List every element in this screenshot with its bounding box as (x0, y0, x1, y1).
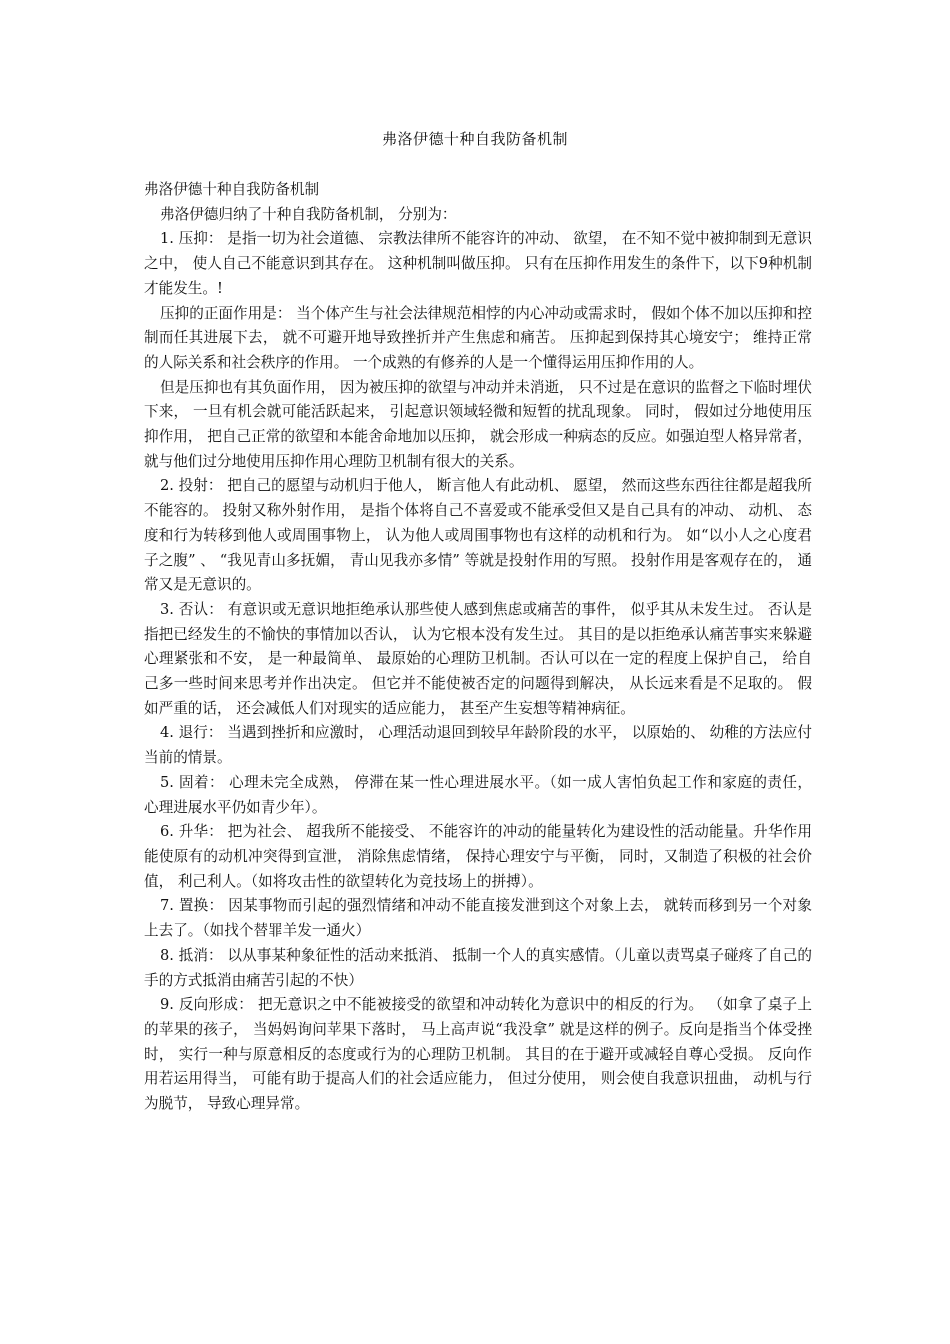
paragraph-denial: 3. 否认： 有意识或无意识地拒绝承认那些使人感到焦虑或痛苦的事件， 似乎其从未发生过。 否认是指把已经发生的不愉快的事情加以否认， 认为它根本没有发生过。 其目的是以拒绝承认痛苦事实来躲避心理紧张和不安， 是一种最简单、 最原始的心理防卫机制。否认可以在一定的程度上保护自己， 给自己多一些时间来思考并作出决定。 但它并不能使被否定的问题得到解决， 从长远来看是不足取的。 假如严重的话， 还会减低人们对现实的适应能力， 甚至产生妄想等精神病征。 (144, 600, 812, 717)
paragraph-repression-negative: 但是压抑也有其负面作用， 因为被压抑的欲望与冲动并未消逝， 只不过是在意识的监督之下临时埋伏下来， 一旦有机会就可能活跃起来， 引起意识领域轻微和短暂的扰乱现象。 同时， 假如过分地使用压抑作用， 把自己正常的欲望和本能舍命地加以压抑， 就会形成一种病态的反应。如强迫型人格异常者， 就与他们过分地使用压抑作用心理防卫机制有很大的关系。 (144, 378, 812, 470)
paragraph-undoing: 8. 抵消： 以从事某种象征性的活动来抵消、 抵制一个人的真实感情。（儿童以责骂桌子碰疼了自己的手的方式抵消由痛苦引起的不快） (144, 946, 812, 989)
paragraph-repression: 1. 压抑： 是指一切为社会道德、 宗教法律所不能容许的冲动、 欲望， 在不知不觉中被抑制到无意识之中， 使人自己不能意识到其存在。 这种机制叫做压抑。 只有在压抑作用发生的条件下，以下9种机制才能发生。! (144, 230, 812, 297)
paragraph-sublimation: 6. 升华： 把为社会、 超我所不能接受、 不能容许的冲动的能量转化为建设性的活动能量。升华作用能使原有的动机冲突得到宣泄， 消除焦虑情绪， 保持心理安宁与平衡， 同时，又制造了积极的社会价值， 利己利人。（如将攻击性的欲望转化为竞技场上的拼搏）。 (144, 823, 812, 890)
document-title: 弗洛伊德十种自我防备机制 (381, 130, 568, 148)
paragraph-fixation: 5. 固着： 心理未完全成熟， 停滞在某一性心理进展水平。（如一成人害怕负起工作和家庭的责任， 心理进展水平仍如青少年）。 (144, 773, 812, 816)
paragraph-projection: 2. 投射： 把自己的愿望与动机归于他人， 断言他人有此动机、 愿望， 然而这些东西往往都是超我所不能容的。 投射又称外射作用， 是指个体将自己不喜爱或不能承受但又是自己具有的冲动、 动机、 态度和行为转移到他人或周围事物上， 认为他人或周围事物也有这样的动机和行为。 如“以小人之心度君子之腹” 、 “我见青山多抚媚， 青山见我亦多情” 等就是投射作用的写照。 投射作用是客观存在的， 通常又是无意识的。 (144, 477, 812, 594)
paragraph-intro: 弗洛伊德归纳了十种自我防备机制， 分别为： (160, 205, 457, 223)
paragraph-repression-positive: 压抑的正面作用是： 当个体产生与社会法律规范相悖的内心冲动或需求时， 假如个体不加以压抑和控制而任其进展下去， 就不可避开地导致挫折并产生焦虑和痛苦。 压抑起到保持其心境安宁； 维持正常的人际关系和社会秩序的作用。 一个成熟的有修养的人是一个懂得运用压抑作用的人。 (144, 304, 812, 371)
paragraph-regression: 4. 退行： 当遇到挫折和应激时， 心理活动退回到较早年龄阶段的水平， 以原始的、 幼稚的方法应付当前的情景。 (144, 724, 812, 767)
document-body (144, 178, 812, 1117)
document-subtitle: 弗洛伊德十种自我防备机制 (144, 181, 320, 198)
paragraph-reaction-formation: 9. 反向形成： 把无意识之中不能被接受的欲望和冲动转化为意识中的相反的行为。 （如拿了桌子上的苹果的孩子， 当妈妈询问苹果下落时， 马上高声说“我没拿” 就是这样的例子。反向是指当个体受挫时， 实行一种与原意相反的态度或行为的心理防卫机制。 其目的在于避开或减轻自尊心受损。 反向作用若运用得当， 可能有助于提高人们的社会适应能力， 但过分使用， 则会使自我意识扭曲， 动机与行为脱节， 导致心理异常。 (144, 996, 812, 1113)
paragraph-displacement: 7. 置换： 因某事物而引起的强烈情绪和冲动不能直接发泄到这个对象上去， 就转而移到另一个对象上去了。（如找个替罪羊发一通火） (144, 897, 812, 940)
